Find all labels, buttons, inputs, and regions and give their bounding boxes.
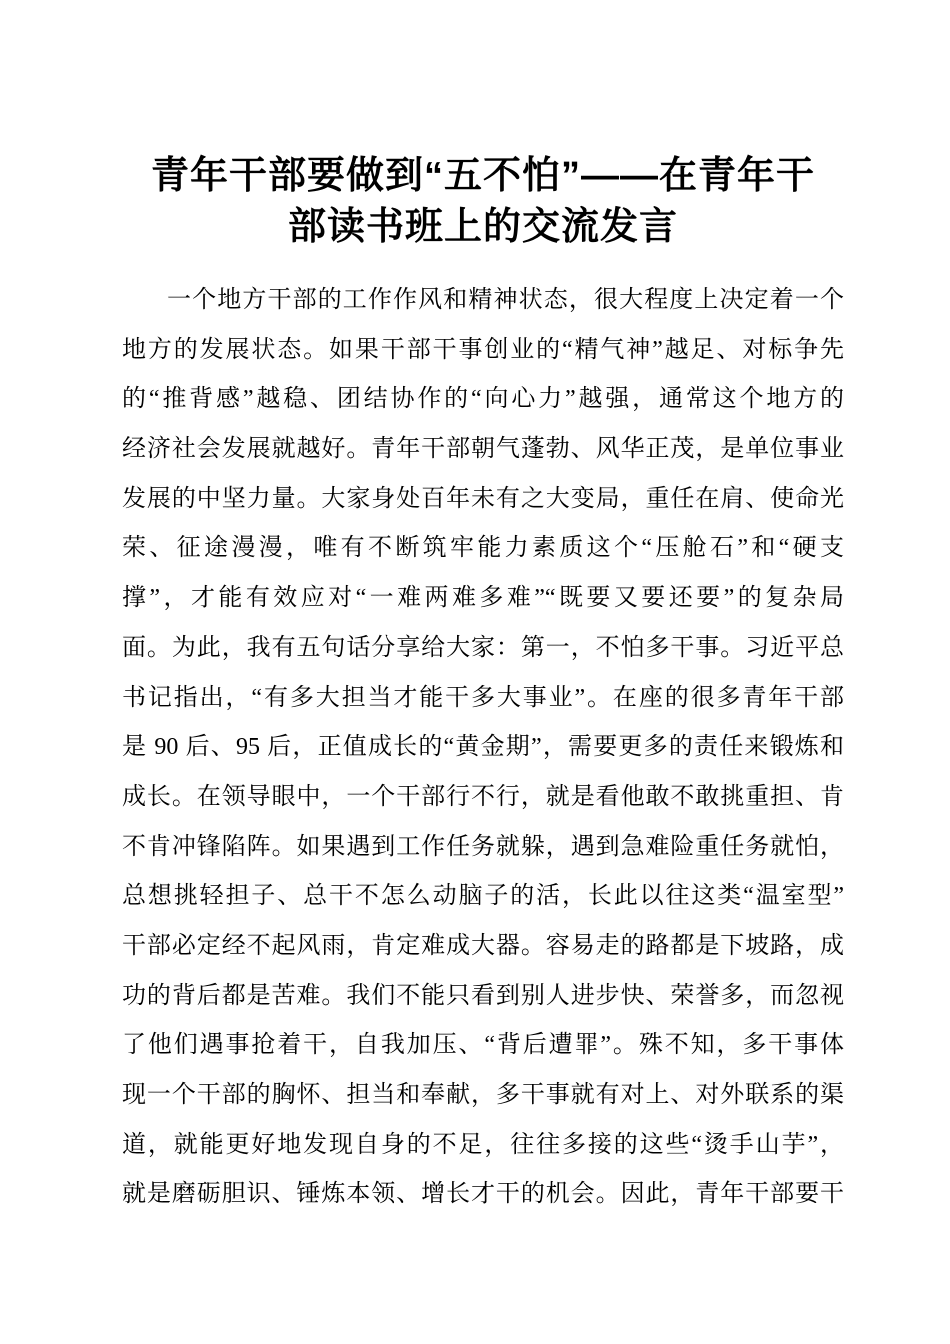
body-text-line: 就是磨砺胆识、锤炼本领、增长才干的机会。因此，青年干部要干: [122, 1181, 844, 1208]
body-text-line: 不肯冲锋陷阵。如果遇到工作任务就躲，遇到急难险重任务就怕，: [122, 833, 844, 860]
document-title: [122, 151, 844, 253]
body-text-line: 一个地方干部的工作作风和精神状态，很大程度上决定着一个: [167, 287, 844, 313]
body-text-line: 成长。在领导眼中，一个干部行不行，就是看他敢不敢挑重担、肯: [122, 783, 844, 810]
body-text-line: 了他们遇事抢着干，自我加压、“背后遭罪”。殊不知，多干事体: [122, 1032, 844, 1059]
body-text-line: 发展的中坚力量。大家身处百年未有之大变局，重任在肩、使命光: [122, 485, 844, 512]
body-text-line: 是 90 后、95 后，正值成长的“黄金期”，需要更多的责任来锻炼和: [122, 734, 844, 761]
body-text-line: 地方的发展状态。如果干部干事创业的“精气神”越足、对标争先: [122, 336, 844, 363]
title-line: 青年干部要做到“五不怕”——在青年干: [150, 155, 815, 198]
body-text-line: 撑”，才能有效应对“一难两难多难”“既要又要还要”的复杂局: [122, 585, 844, 612]
body-text-line: 荣、征途漫漫，唯有不断筑牢能力素质这个“压舱石”和“硬支: [122, 535, 844, 562]
body-text-line: 道，就能更好地发现自身的不足，往往多接的这些“烫手山芋”，: [122, 1131, 844, 1158]
document-paragraph: [122, 276, 844, 1220]
body-text-line: 面。为此，我有五句话分享给大家：第一，不怕多干事。习近平总: [122, 634, 844, 661]
body-text-line: 干部必定经不起风雨，肯定难成大器。容易走的路都是下坡路，成: [122, 932, 844, 959]
body-text-line: 功的背后都是苦难。我们不能只看到别人进步快、荣誉多，而忽视: [122, 982, 844, 1009]
body-text-line: 现一个干部的胸怀、担当和奉献，多干事就有对上、对外联系的渠: [122, 1082, 844, 1108]
body-text-line: 的“推背感”越稳、团结协作的“向心力”越强，通常这个地方的: [122, 386, 844, 413]
body-text-line: 总想挑轻担子、总干不怎么动脑子的活，长此以往这类“温室型”: [122, 883, 844, 910]
title-line: 部读书班上的交流发言: [287, 206, 678, 249]
body-text-line: 书记指出，“有多大担当才能干多大事业”。在座的很多青年干部: [122, 684, 844, 711]
body-text-line: 经济社会发展就越好。青年干部朝气蓬勃、风华正茂，是单位事业: [122, 436, 844, 463]
